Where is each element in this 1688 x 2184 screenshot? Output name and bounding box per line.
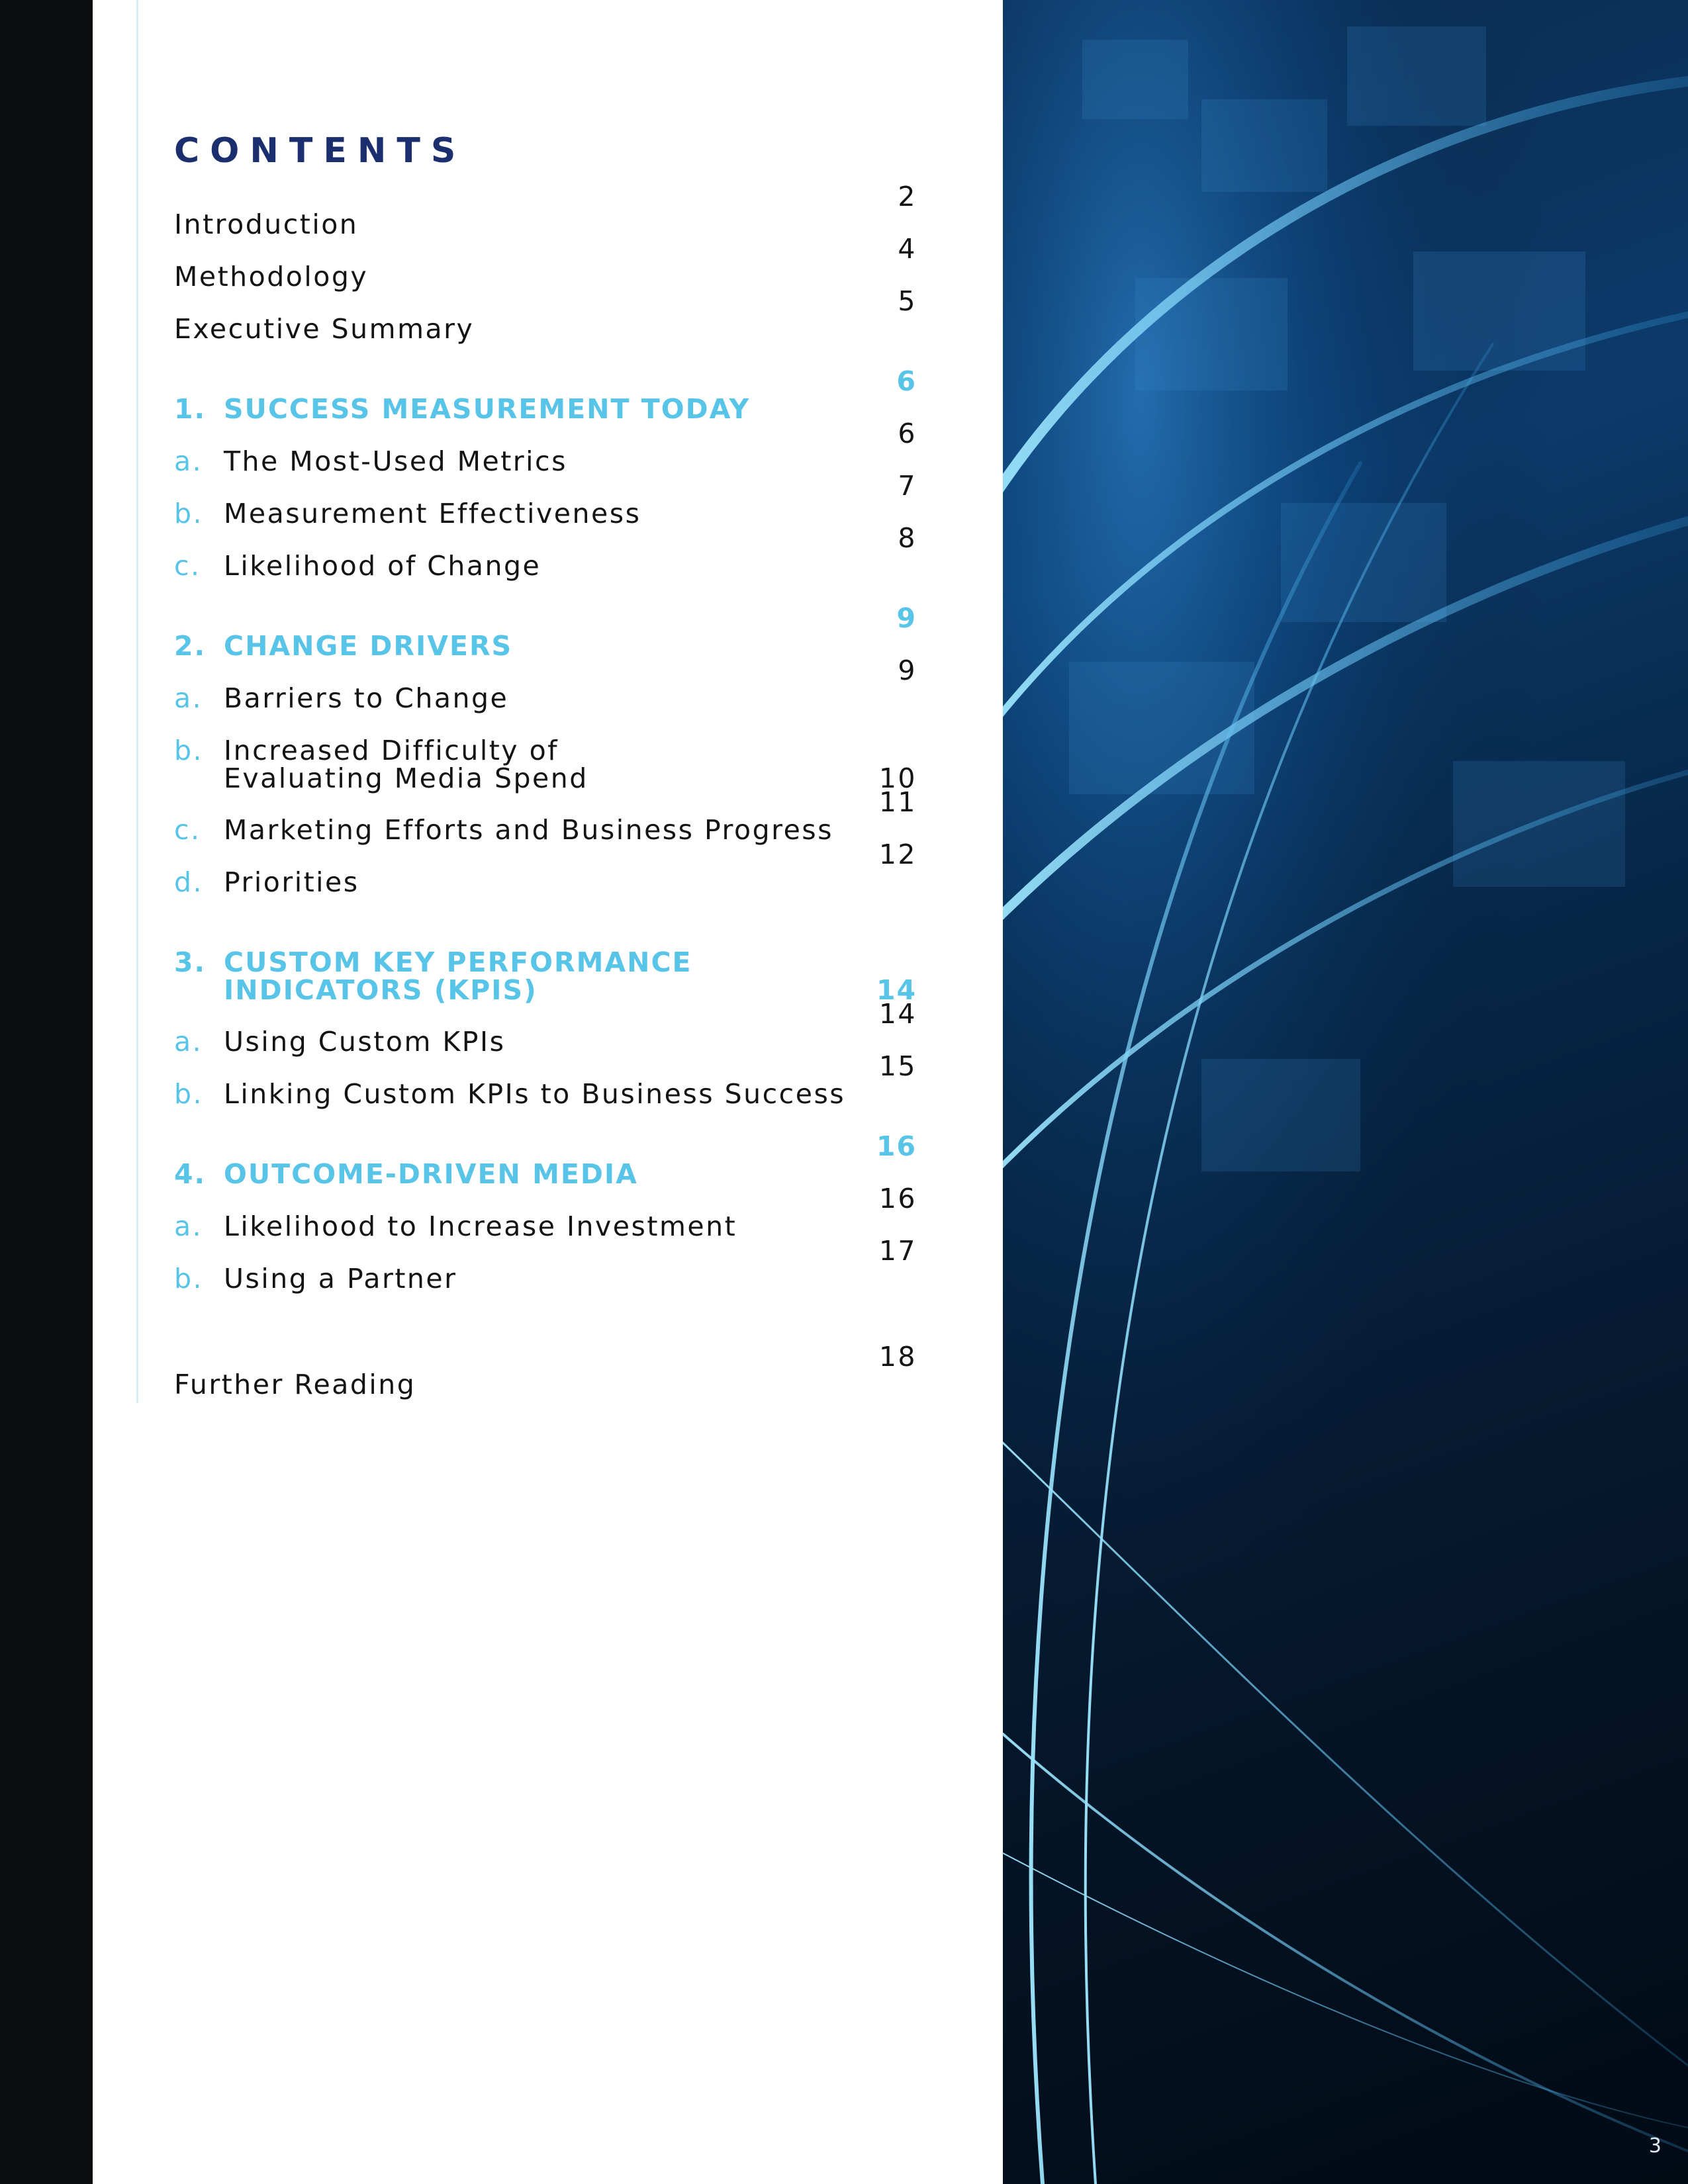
toc-entry-label: Further Reading bbox=[174, 1369, 416, 1400]
toc-entry-page: 12 bbox=[878, 839, 917, 870]
toc-entry-label: Linking Custom KPIs to Business Success bbox=[224, 1078, 846, 1110]
toc-section-custom-kpis[interactable] bbox=[174, 948, 917, 1004]
toc-entry-label: Likelihood of Change bbox=[224, 550, 541, 582]
cover-abstract-light-image bbox=[1003, 0, 1688, 2184]
toc-entry-label: Using Custom KPIs bbox=[224, 1026, 506, 1058]
toc-entry-label: Introduction bbox=[174, 208, 359, 240]
toc-item-letter: c. bbox=[174, 814, 201, 846]
toc-entry-page: 8 bbox=[898, 522, 917, 554]
toc-item-letter: d. bbox=[174, 866, 204, 898]
toc-entry-label: Likelihood to Increase Investment bbox=[224, 1210, 737, 1242]
toc-entry-label: Barriers to Change bbox=[224, 682, 509, 714]
toc-entry-page: 11 bbox=[878, 786, 917, 818]
toc-entry-label: CUSTOM KEY PERFORMANCE INDICATORS (KPIS) bbox=[224, 946, 692, 1006]
toc-entry-label: Executive Summary bbox=[174, 313, 475, 345]
toc-entry-page: 6 bbox=[898, 418, 917, 449]
toc-item-letter: a. bbox=[174, 1210, 203, 1242]
toc-entry-label: Methodology bbox=[174, 261, 369, 293]
toc-item-letter: c. bbox=[174, 550, 201, 582]
toc-item-letter: b. bbox=[174, 1078, 204, 1110]
toc-entry-label: Measurement Effectiveness bbox=[224, 498, 641, 529]
toc-entry-page: 17 bbox=[878, 1235, 917, 1267]
toc-item-letter: a. bbox=[174, 682, 203, 714]
toc-section-number: 4. bbox=[174, 1158, 207, 1190]
toc-entry-label: Priorities bbox=[224, 866, 359, 898]
toc-entry-page: 7 bbox=[898, 470, 917, 502]
toc-entry-label: CHANGE DRIVERS bbox=[224, 630, 513, 662]
page-number: 3 bbox=[1648, 2134, 1662, 2158]
toc-entry-page: 2 bbox=[898, 181, 917, 212]
toc-entry-page: 4 bbox=[898, 233, 917, 265]
toc-entry-page: 14 bbox=[876, 974, 917, 1006]
toc-entry-page: 16 bbox=[876, 1130, 917, 1162]
page-title: CONTENTS bbox=[174, 131, 467, 171]
toc-entry-page: 16 bbox=[878, 1183, 917, 1214]
toc-entry-label: Using a Partner bbox=[224, 1263, 457, 1295]
margin-rule bbox=[136, 0, 138, 1403]
toc-section-number: 3. bbox=[174, 946, 207, 978]
left-edge-bar bbox=[0, 0, 93, 2184]
toc-entry-label: Increased Difficulty of Evaluating Media Spend bbox=[224, 735, 588, 794]
toc-entry-label: SUCCESS MEASUREMENT TODAY bbox=[224, 393, 751, 425]
toc-item-letter: b. bbox=[174, 498, 204, 529]
toc-entry-page: 10 bbox=[878, 762, 917, 794]
toc-entry-page: 18 bbox=[878, 1341, 917, 1373]
toc-entry-label: OUTCOME-DRIVEN MEDIA bbox=[224, 1158, 638, 1190]
toc-item-letter: b. bbox=[174, 735, 204, 766]
toc-entry-page: 9 bbox=[898, 655, 917, 686]
toc-entry-page: 14 bbox=[878, 998, 917, 1030]
toc-entry-label: The Most-Used Metrics bbox=[224, 445, 567, 477]
table-of-contents bbox=[174, 0, 917, 1456]
toc-item-letter: b. bbox=[174, 1263, 204, 1295]
toc-entry-page: 15 bbox=[878, 1050, 917, 1082]
toc-entry-evaluating-media-spend[interactable] bbox=[174, 737, 917, 792]
light-streaks-graphic bbox=[1003, 0, 1688, 2184]
toc-item-letter: a. bbox=[174, 445, 203, 477]
toc-entry-page: 6 bbox=[896, 365, 917, 397]
toc-entry-page: 5 bbox=[898, 285, 917, 317]
toc-item-letter: a. bbox=[174, 1026, 203, 1058]
toc-section-number: 2. bbox=[174, 630, 207, 662]
toc-entry-page: 9 bbox=[896, 602, 917, 634]
toc-entry-label: Marketing Efforts and Business Progress bbox=[224, 814, 834, 846]
toc-section-number: 1. bbox=[174, 393, 207, 425]
